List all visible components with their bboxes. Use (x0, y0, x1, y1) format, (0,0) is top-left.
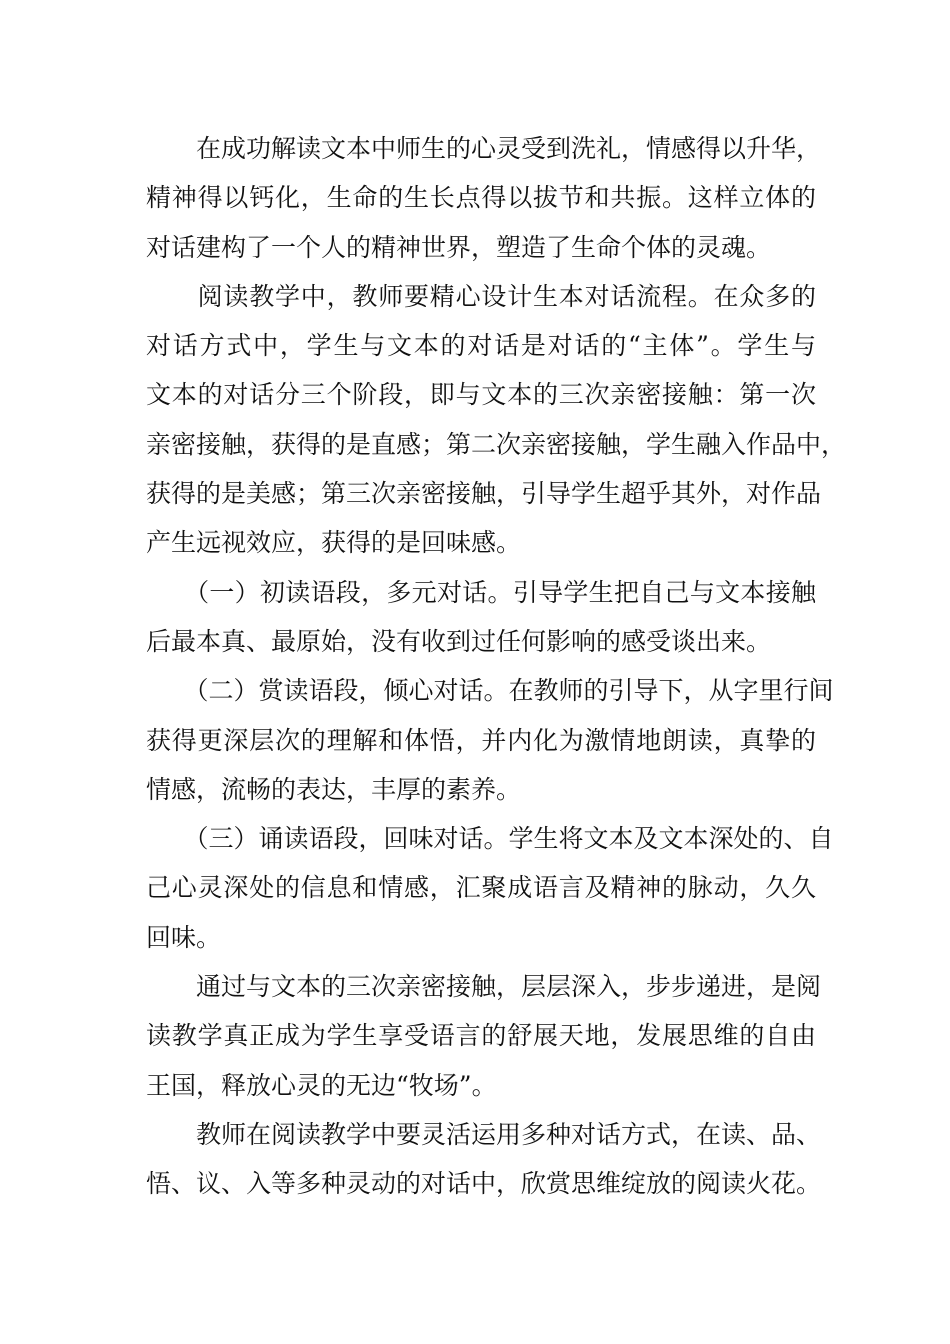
text-line: 对话建构了一个人的精神世界，塑造了生命个体的灵魂。 (146, 232, 772, 262)
text-line: 产生远视效应，获得的是回味感。 (146, 528, 522, 558)
text-line: 己心灵深处的信息和情感，汇聚成语言及精神的脉动，久久 (146, 873, 816, 903)
text-line: 获得更深层次的理解和体悟，并内化为激情地朗读，真挚的 (146, 725, 816, 755)
paragraph-4 (146, 666, 834, 814)
paragraph-5 (146, 814, 834, 962)
text-line: （二）赏读语段，倾心对话。在教师的引导下，从字里行间 (146, 676, 834, 706)
paragraph-2 (146, 272, 847, 568)
text-line: 精神得以钙化，生命的生长点得以拔节和共振。这样立体的 (146, 183, 816, 213)
text-line: 在成功解读文本中师生的心灵受到洗礼，情感得以升华， (146, 134, 822, 163)
text-line: 悟、议、入等多种灵动的对话中，欣赏思维绽放的阅读火花。 (146, 1169, 822, 1199)
text-line: 文本的对话分三个阶段，即与文本的三次亲密接触：第一次 (146, 380, 816, 410)
text-line: 读教学真正成为学生享受语言的舒展天地，发展思维的自由 (146, 1021, 816, 1051)
text-line: 亲密接触，获得的是直感；第二次亲密接触，学生融入作品中， (146, 429, 847, 459)
text-line: （三）诵读语段，回味对话。学生将文本及文本深处的、自 (146, 824, 834, 854)
text-line: 后最本真、最原始，没有收到过任何影响的感受谈出来。 (146, 626, 772, 656)
text-line: 回味。 (146, 922, 222, 952)
text-line: 王国，释放心灵的无边“牧场”。 (146, 1070, 497, 1100)
text-line: 对话方式中，学生与文本的对话是对话的“主体”。学生与 (146, 331, 816, 361)
text-line: 教师在阅读教学中要灵活运用多种对话方式，在读、品、 (146, 1119, 822, 1149)
text-line: 通过与文本的三次亲密接触，层层深入，步步递进，是阅 (146, 972, 822, 1002)
paragraph-6 (146, 962, 822, 1110)
text-line: 阅读教学中，教师要精心设计生本对话流程。在众多的 (146, 281, 816, 311)
text-line: （一）初读语段，多元对话。引导学生把自己与文本接触 (146, 577, 816, 607)
document-body (146, 124, 847, 1209)
paragraph-7 (146, 1110, 822, 1209)
text-line: 获得的是美感；第三次亲密接触，引导学生超乎其外，对作品 (146, 479, 822, 509)
text-line: 情感，流畅的表达，丰厚的素养。 (146, 774, 522, 804)
paragraph-1 (146, 124, 822, 272)
paragraph-3 (146, 568, 816, 667)
